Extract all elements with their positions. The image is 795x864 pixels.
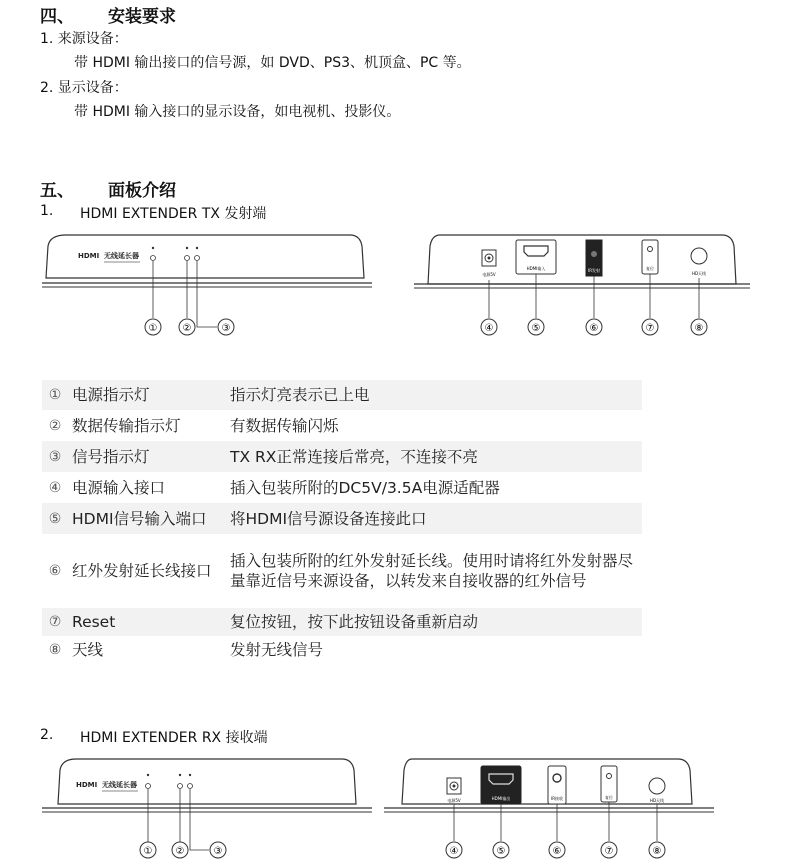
callout-8: ⑧: [694, 323, 704, 334]
spec-desc: 发射无线信号: [226, 636, 642, 664]
tx-logo: HDMI: [78, 252, 100, 260]
spec-name: 信号指示灯: [68, 441, 226, 472]
callout-5: ⑤: [531, 323, 541, 334]
rx-hdmi-label: HDMI输出: [491, 796, 511, 801]
rx-callout-2: ②: [175, 846, 185, 857]
rx-callout-3: ③: [213, 846, 223, 857]
spec-num: ③: [42, 441, 68, 472]
spec-name: 电源指示灯: [68, 380, 226, 410]
section4-number: 四、: [40, 7, 74, 27]
spec-row: [42, 608, 642, 636]
spec-num: ④: [42, 472, 68, 503]
spec-name: 数据传输指示灯: [68, 410, 226, 441]
rx-rear-panel: [380, 752, 720, 864]
spec-desc: 插入包装所附的红外发射延长线。使用时请将红外发射器尽量靠近信号来源设备，以转发来自接收器的红外信号: [226, 534, 642, 608]
spec-num: ②: [42, 410, 68, 441]
spec-row: [42, 410, 642, 441]
callout-1: ①: [148, 323, 158, 334]
rx-callout-1: ①: [143, 846, 153, 857]
spec-desc: 复位按钮，按下此按钮设备重新启动: [226, 608, 642, 636]
tx-reset-label: 复位: [646, 266, 654, 271]
tx-power-label: 电源5V: [482, 272, 496, 277]
rx-callout-8: ⑧: [652, 846, 662, 857]
rx-front-panel: [42, 752, 372, 864]
source-device-text: 带 HDMI 输出接口的信号源，如 DVD、PS3、机顶盒、PC 等。: [74, 55, 471, 71]
rx-power-label: 电源5V: [447, 798, 461, 803]
display-device-text: 带 HDMI 输入接口的显示设备，如电视机、投影仪。: [74, 104, 401, 120]
spec-desc: 插入包装所附的DC5V/3.5A电源适配器: [226, 472, 642, 503]
rx-ir-label: IR接收: [551, 796, 563, 801]
spec-name: 红外发射延长线接口: [68, 534, 226, 608]
spec-num: ⑥: [42, 534, 68, 608]
spec-num: ①: [42, 380, 68, 410]
tx-title: HDMI EXTENDER TX 发射端: [80, 206, 267, 222]
display-device-label: 2. 显示设备：: [40, 80, 128, 96]
spec-desc: TX RX正常连接后常亮，不连接不亮: [226, 441, 642, 472]
rx-title: HDMI EXTENDER RX 接收端: [80, 730, 268, 746]
callout-7: ⑦: [645, 323, 655, 334]
source-device-label: 1. 来源设备：: [40, 31, 128, 47]
section5-heading: 面板介绍: [108, 181, 176, 201]
tx-logo-cn: 无线延长器: [104, 252, 139, 260]
spec-name: 天线: [68, 636, 226, 664]
tx-number: 1.: [40, 203, 54, 219]
rx-logo-cn: 无线延长器: [102, 781, 137, 789]
section5-number: 五、: [40, 181, 74, 201]
rx-reset-label: 复位: [605, 795, 613, 800]
tx-front-panel: [42, 228, 372, 340]
rx-callout-6: ⑥: [552, 846, 562, 857]
spec-row: [42, 534, 642, 608]
spec-num: ⑤: [42, 503, 68, 534]
spec-row: [42, 380, 642, 410]
rx-antenna-label: HD天线: [649, 798, 665, 803]
rx-logo: HDMI: [76, 781, 98, 789]
tx-antenna: [691, 248, 707, 264]
spec-row: [42, 441, 642, 472]
section4-heading: 安装要求: [108, 7, 176, 27]
spec-num: ⑧: [42, 636, 68, 664]
spec-desc: 指示灯亮表示已上电: [226, 380, 642, 410]
spec-num: ⑦: [42, 608, 68, 636]
spec-name: HDMI信号输入端口: [68, 503, 226, 534]
spec-name: Reset: [68, 608, 226, 636]
rx-callout-4: ④: [449, 846, 459, 857]
spec-row: [42, 503, 642, 534]
callout-4: ④: [484, 323, 494, 334]
tx-rear-panel: [412, 228, 752, 340]
callout-6: ⑥: [589, 323, 599, 334]
rx-callout-5: ⑤: [496, 846, 506, 857]
tx-ir-label: IR发射: [588, 268, 600, 273]
rx-callout-7: ⑦: [604, 846, 614, 857]
spec-row: [42, 636, 642, 664]
rx-antenna: [649, 778, 665, 794]
spec-row: [42, 472, 642, 503]
callout-3: ③: [221, 323, 231, 334]
callout-2: ②: [182, 323, 192, 334]
rx-number: 2.: [40, 727, 54, 743]
tx-hdmi-label: HDMI输入: [526, 266, 546, 271]
spec-desc: 有数据传输闪烁: [226, 410, 642, 441]
spec-desc: 将HDMI信号源设备连接此口: [226, 503, 642, 534]
led-power-label-dot: [152, 247, 154, 249]
tx-antenna-label: HD天线: [691, 271, 707, 276]
panel-spec-table: [42, 380, 642, 664]
spec-name: 电源输入接口: [68, 472, 226, 503]
